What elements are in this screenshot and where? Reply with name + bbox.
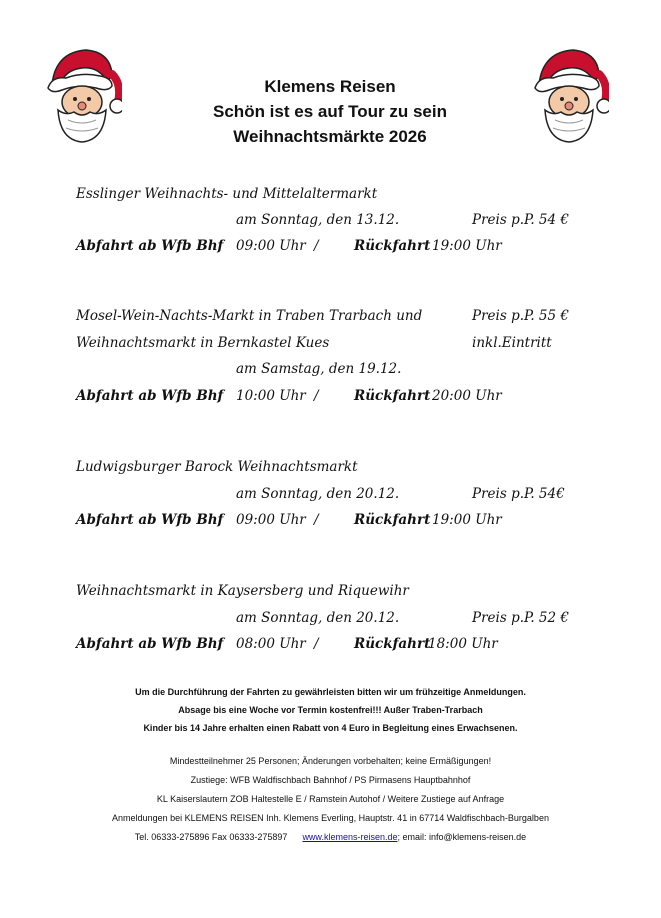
departure-label: Abfahrt ab Wfb Bhf: [76, 636, 224, 652]
booking-notes: [60, 683, 601, 737]
trip-price: Preis p.P. 54 €: [472, 212, 569, 228]
company-name: Klemens Reisen: [264, 77, 396, 96]
santa-claus-icon: [38, 44, 122, 144]
trip-price: Preis p.P. 55 €: [472, 308, 569, 324]
trip-price: Preis p.P. 52 €: [472, 610, 569, 626]
trip-date: am Sonntag, den 13.12.: [236, 212, 400, 228]
trip-title: Weihnachtsmarkt in Kaysersberg und Riquewihr: [76, 583, 409, 599]
contact-line: [40, 828, 621, 847]
return-label: Rückfahrt: [354, 238, 431, 254]
footer-line: KL Kaiserslautern ZOB Haltestelle E / Ramstein Autohof / Weitere Zustiege auf Anfrage: [156, 794, 505, 804]
footer-line: Anmeldungen bei KLEMENS REISEN Inh. Klemens Everling, Hauptstr. 41 in 67714 Waldfischbach-Burgalben: [112, 813, 549, 823]
departure-time: 08:00 Uhr: [236, 636, 306, 652]
departure-label: Abfahrt ab Wfb Bhf: [76, 512, 224, 528]
footer: [40, 752, 621, 847]
trip-title: Mosel-Wein-Nachts-Markt in Traben Trarbach und: [76, 308, 423, 324]
return-label: Rückfahrt: [354, 512, 431, 528]
footer-line: Zustiege: WFB Waldfischbach Bahnhof / PS Pirmasens Hauptbahnhof: [190, 775, 471, 785]
trip-date: am Sonntag, den 20.12.: [236, 486, 400, 502]
departure-time: 09:00 Uhr: [236, 238, 306, 254]
note-line: Um die Durchführung der Fahrten zu gewährleisten bitten wir um frühzeitige Anmeldungen.: [135, 687, 526, 697]
separator: /: [314, 512, 319, 528]
trip-title: Esslinger Weihnachts- und Mittelaltermarkt: [76, 186, 378, 202]
trip-title: Ludwigsburger Barock Weihnachtsmarkt: [76, 459, 358, 475]
separator: /: [314, 238, 319, 254]
note-line: Kinder bis 14 Jahre erhalten einen Rabatt von 4 Euro in Begleitung eines Erwachsenen.: [143, 723, 518, 733]
trip-title-line2: Weihnachtsmarkt in Bernkastel Kues: [76, 335, 330, 351]
phone-fax: Tel. 06333-275896 Fax 06333-275897: [134, 832, 288, 842]
subtitle: Weihnachtsmärkte 2026: [233, 127, 427, 146]
departure-time: 09:00 Uhr: [236, 512, 306, 528]
trip-date: am Samstag, den 19.12.: [236, 361, 402, 377]
note-line: Absage bis eine Woche vor Termin kostenfrei!!! Außer Traben-Trarbach: [178, 705, 483, 715]
separator: /: [314, 636, 319, 652]
return-label: Rückfahrt: [354, 388, 431, 404]
departure-label: Abfahrt ab Wfb Bhf: [76, 388, 224, 404]
return-time: 19:00 Uhr: [432, 512, 502, 528]
return-time: 18:00 Uhr: [428, 636, 498, 652]
separator: /: [314, 388, 319, 404]
return-label: Rückfahrt: [354, 636, 431, 652]
departure-time: 10:00 Uhr: [236, 388, 306, 404]
email-text: ; email: info@klemens-reisen.de: [397, 832, 527, 842]
return-time: 19:00 Uhr: [432, 238, 502, 254]
departure-label: Abfahrt ab Wfb Bhf: [76, 238, 224, 254]
price-note: inkl.Eintritt: [472, 335, 552, 351]
return-time: 20:00 Uhr: [432, 388, 502, 404]
page-title: [150, 74, 510, 149]
slogan: Schön ist es auf Tour zu sein: [213, 102, 447, 121]
santa-claus-icon: [525, 44, 609, 144]
trip-date: am Sonntag, den 20.12.: [236, 610, 400, 626]
footer-line: Mindestteilnehmer 25 Personen; Änderungen vorbehalten; keine Ermäßigungen!: [169, 756, 492, 766]
trip-price: Preis p.P. 54€: [472, 486, 565, 502]
website-link[interactable]: www.klemens-reisen.de: [302, 832, 398, 842]
